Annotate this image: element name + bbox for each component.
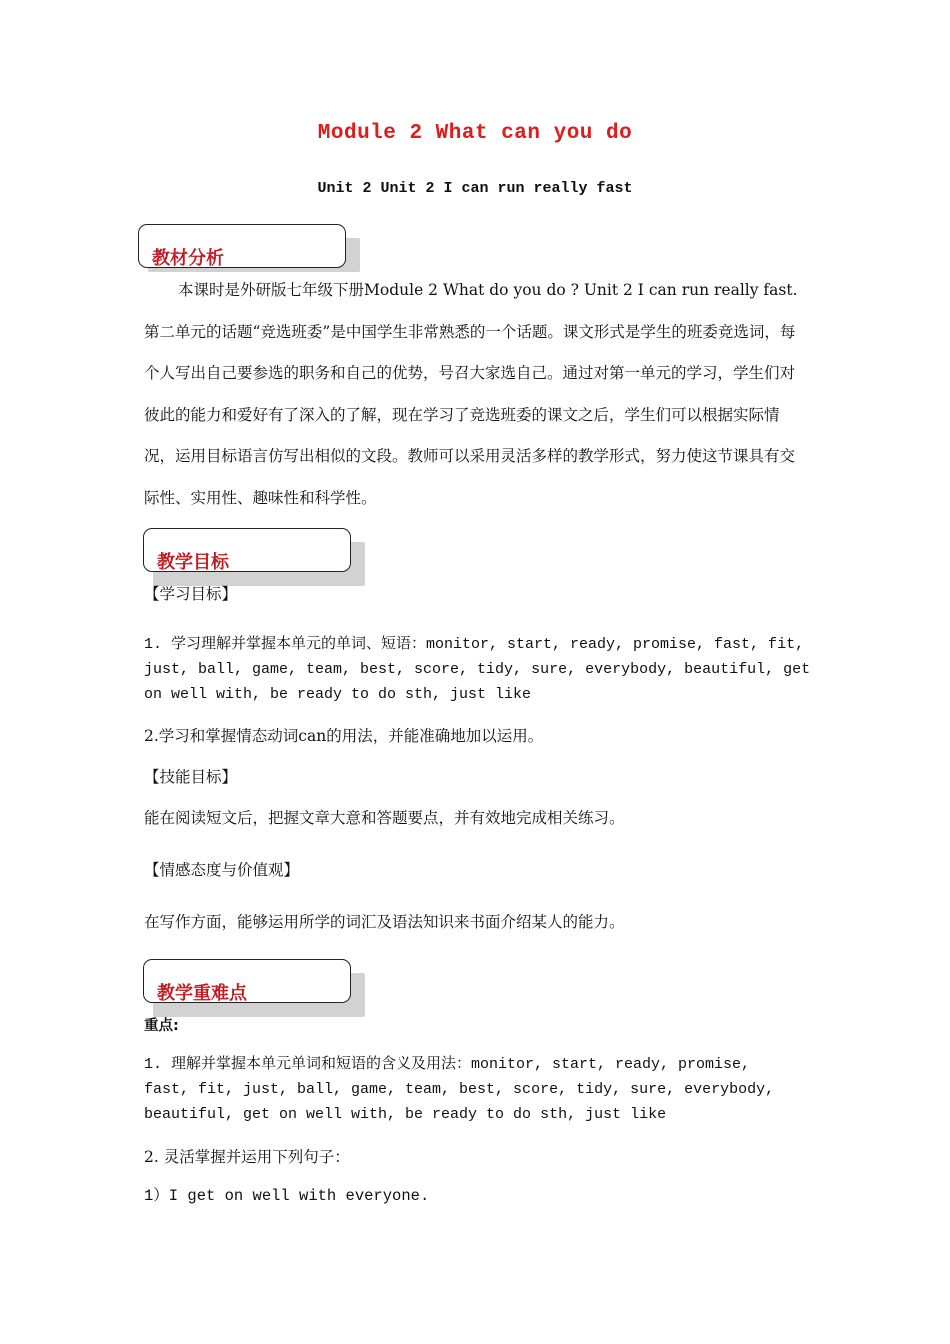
keypoints-heading: 重点:	[144, 1018, 179, 1034]
goal-item-1: 1. 学习理解并掌握本单元的单词、短语：monitor, start, ready, promise, fast, fit, just, ball, game, team, best, score, tidy, sure, everybody, beautiful, get on well with, be ready to do sth, just like	[144, 636, 811, 703]
skill-goals-heading: 【技能目标】	[144, 768, 238, 786]
section-heading-analysis: 教材分析	[152, 248, 224, 269]
section-heading-keypoints: 教学重难点	[157, 983, 247, 1004]
keypoint-item-2: 2. 灵活掌握并运用下列句子：	[144, 1148, 350, 1166]
analysis-paragraph: 本课时是外研版七年级下册Module 2 What do you do ? Unit 2 I can run really fast.第二单元的话题“竞选班委”是中国学生非常熟悉的一个话题。课文形式是学生的班委竞选词，每个人写出自己要参选的职务和自己的优势，号召大家选自己。通过对第一单元的学习，学生们对彼此的能力和爱好有了深入的了解，现在学习了竞选班委的课文之后，学生们可以根据实际情况，运用目标语言仿写出相似的文段。教师可以采用灵活多样的教学形式，努力使这节课具有交际性、实用性、趣味性和科学性。	[144, 281, 798, 507]
learning-goals-heading: 【学习目标】	[144, 585, 238, 603]
section-heading-box-analysis	[138, 224, 362, 272]
emotion-goals-heading: 【情感态度与价值观】	[144, 861, 300, 879]
document-subtitle: Unit 2 Unit 2 I can run really fast	[317, 180, 633, 197]
section-heading-goals: 教学目标	[157, 552, 229, 573]
emotion-goals-text: 在写作方面，能够运用所学的词汇及语法知识来书面介绍某人的能力。	[144, 913, 625, 931]
document-title: Module 2 What can you do	[317, 122, 633, 145]
keypoint-sentence-1: 1）I get on well with everyone.	[144, 1187, 430, 1205]
keypoint-item-1: 1. 理解并掌握本单元单词和短语的含义及用法：monitor, start, ready, promise, fast, fit, just, ball, game, team, best, score, tidy, sure, everybody, beautiful, get on well with, be ready to do sth, just like	[144, 1056, 775, 1123]
section-heading-box-goals	[143, 528, 367, 586]
goal-item-2: 2.学习和掌握情态动词can的用法，并能准确地加以运用。	[144, 727, 544, 745]
skill-goals-text: 能在阅读短文后，把握文章大意和答题要点，并有效地完成相关练习。	[144, 809, 625, 827]
section-heading-box-keypoints	[143, 959, 367, 1017]
